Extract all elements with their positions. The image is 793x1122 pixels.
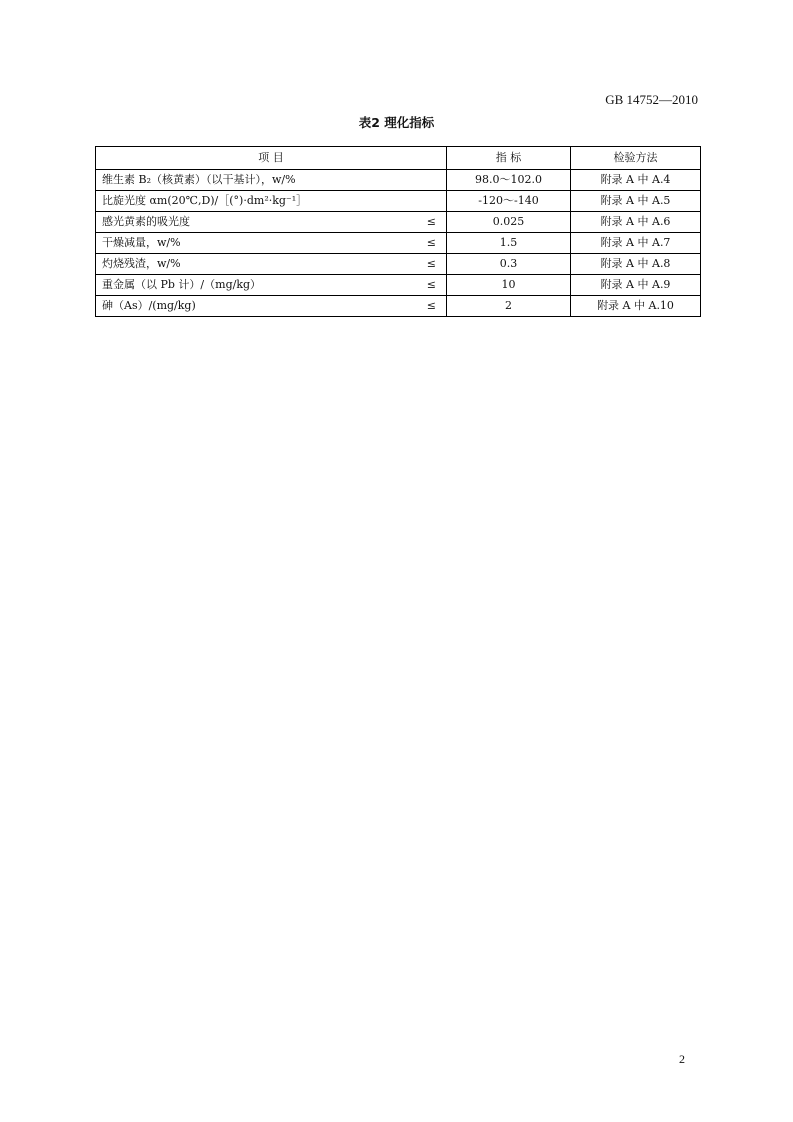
table-row xyxy=(96,254,701,275)
value-cell: 10 xyxy=(447,275,571,296)
table-row xyxy=(96,275,701,296)
table-row xyxy=(96,212,701,233)
column-header-item: 项 目 xyxy=(96,147,447,170)
table-row xyxy=(96,296,701,317)
table-header-row xyxy=(96,147,701,170)
page-number: 2 xyxy=(679,1052,685,1066)
value-cell: -120～-140 xyxy=(447,191,571,212)
value-cell: 98.0～102.0 xyxy=(447,170,571,191)
item-cell xyxy=(96,170,447,191)
table-row xyxy=(96,233,701,254)
specification-table xyxy=(95,146,701,317)
value-cell: 2 xyxy=(447,296,571,317)
item-cell xyxy=(96,212,447,233)
le-sign: ≤ xyxy=(426,215,436,228)
item-label: 灼烧残渣，w/% xyxy=(102,257,181,270)
method-cell: 附录 A 中 A.10 xyxy=(571,296,701,317)
item-label: 重金属（以 Pb 计）/（mg/kg） xyxy=(102,278,262,291)
le-sign: ≤ xyxy=(426,236,436,249)
column-header-method: 检验方法 xyxy=(571,147,701,170)
method-cell: 附录 A 中 A.9 xyxy=(571,275,701,296)
item-cell xyxy=(96,254,447,275)
column-header-value: 指 标 xyxy=(447,147,571,170)
document-code: GB 14752—2010 xyxy=(605,92,698,107)
item-label: 维生素 B₂（核黄素）（以干基计），w/% xyxy=(102,173,296,186)
item-label: 干燥减量，w/% xyxy=(102,236,181,249)
item-label: 感光黄素的吸光度 xyxy=(102,215,190,228)
value-cell: 0.025 xyxy=(447,212,571,233)
value-cell: 0.3 xyxy=(447,254,571,275)
item-cell xyxy=(96,191,447,212)
item-label: 比旋光度 αm(20℃,D)/［(°)·dm²·kg⁻¹］ xyxy=(102,194,308,207)
le-sign: ≤ xyxy=(426,257,436,270)
value-cell: 1.5 xyxy=(447,233,571,254)
table-row xyxy=(96,170,701,191)
table-row xyxy=(96,191,701,212)
method-cell: 附录 A 中 A.4 xyxy=(571,170,701,191)
method-cell: 附录 A 中 A.6 xyxy=(571,212,701,233)
method-cell: 附录 A 中 A.7 xyxy=(571,233,701,254)
method-cell: 附录 A 中 A.8 xyxy=(571,254,701,275)
item-cell xyxy=(96,275,447,296)
item-label: 砷（As）/(mg/kg) xyxy=(102,299,196,312)
le-sign: ≤ xyxy=(426,299,436,312)
item-cell xyxy=(96,296,447,317)
method-cell: 附录 A 中 A.5 xyxy=(571,191,701,212)
item-cell xyxy=(96,233,447,254)
le-sign: ≤ xyxy=(426,278,436,291)
table-title: 表2 理化指标 xyxy=(358,115,435,130)
